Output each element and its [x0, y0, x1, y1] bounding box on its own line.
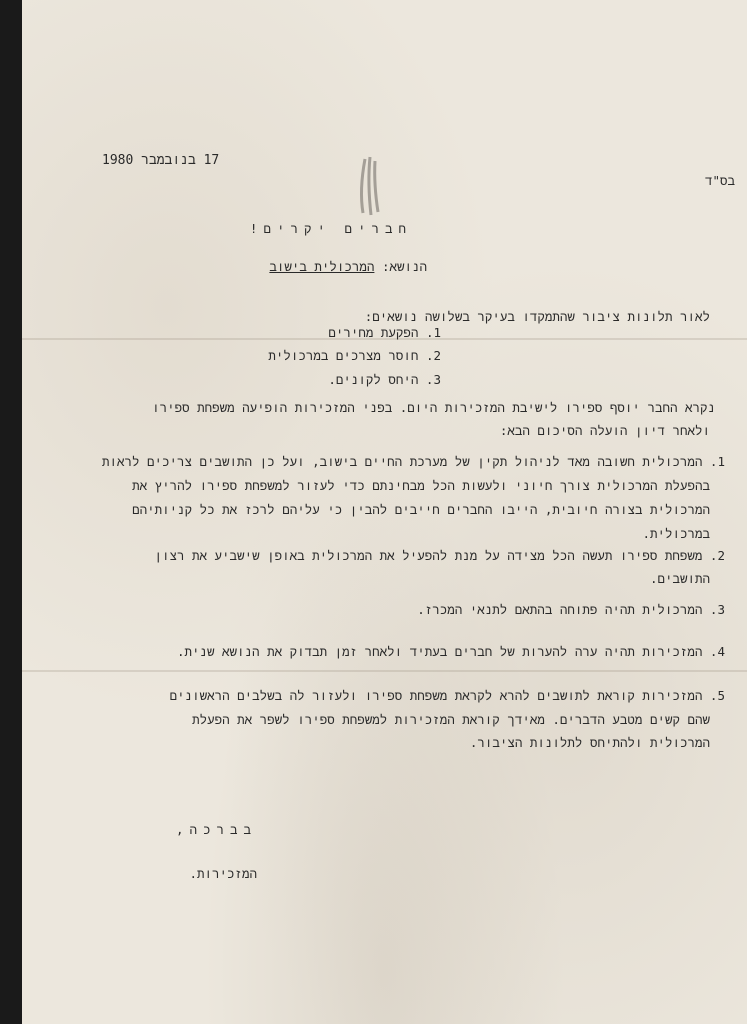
signature: המזכירות.: [189, 866, 257, 881]
paragraph-line: נקרא החבר יוסף ספירו לישיבת המזכירות היום. בפני המזכירות הופיעה משפחת ספירו: [152, 400, 715, 415]
point-line: 3. המרכולית תהיה פתוחה בהתאם לתנאי המכרז.: [417, 602, 725, 617]
letter-page: [22, 0, 747, 1024]
closing: בברכה,: [175, 822, 257, 837]
point-line: המרכולית ולהתיחס לתלונות הציבור.: [469, 735, 710, 750]
point-line: 2. משפחת ספירו תעשה הכל מצידה על מנת להפעיל את המרכולית באופן שישביע את רצון: [154, 548, 725, 563]
paper-fold: [22, 670, 747, 672]
paragraph-line: ולאחר דיון הועלה הסיכום הבא:: [499, 423, 710, 438]
point-line: שהם קשים מטבע הדברים. מאידך קוראת המזכירות למשפחת ספירו לשפר את הפעלת: [192, 712, 710, 727]
issue-item: 2. חוסר מצרכים במרכולית: [268, 348, 441, 363]
subject-label: הנושא:: [381, 259, 427, 274]
point-line: התושבים.: [649, 571, 710, 586]
point-line: 1. המרכולית חשובה מאד לניהול תקין של מערכת החיים בישוב, ועל כן התושבים צריכים לראות: [101, 454, 725, 469]
header-mark: בס"ד: [704, 173, 735, 188]
subject-text: המרכולית בישוב: [269, 259, 375, 274]
point-line: 5. המזכירות קוראת לתושבים להרא לקראת משפחת ספירו ולעזור לה בשלבים הראשונים: [169, 688, 725, 703]
intro-line: לאור תלונות ציבור שהתמקדו בעיקר בשלושה נושאים:: [364, 309, 710, 324]
point-line: המרכולית בצורה חיובית, הייבו החברים חייבים להבין כי עליהם לרכז את כל קניותיהם: [132, 502, 710, 517]
point-line: במרכולית.: [642, 526, 710, 541]
point-line: בהפעלת המרכולית צורך חיוני ולעשות הכל מבחינתם כדי לעזור למשפחת ספירו להריץ את: [132, 478, 710, 493]
ink-smudge-icon: [357, 155, 383, 217]
salutation: חברים יקרים!: [249, 221, 412, 236]
letter-date: 17 בנובמבר 1980: [102, 153, 220, 168]
issue-item: 3. היחס לקונים.: [328, 372, 441, 387]
subject-line: [269, 259, 427, 275]
issue-item: 1. הפקעת מחירים: [328, 325, 441, 340]
point-line: 4. המזכירות תהיה ערה להערות של חברים בעתיד ולאחר זמן תבדוק את הנושא שנית.: [177, 644, 725, 659]
